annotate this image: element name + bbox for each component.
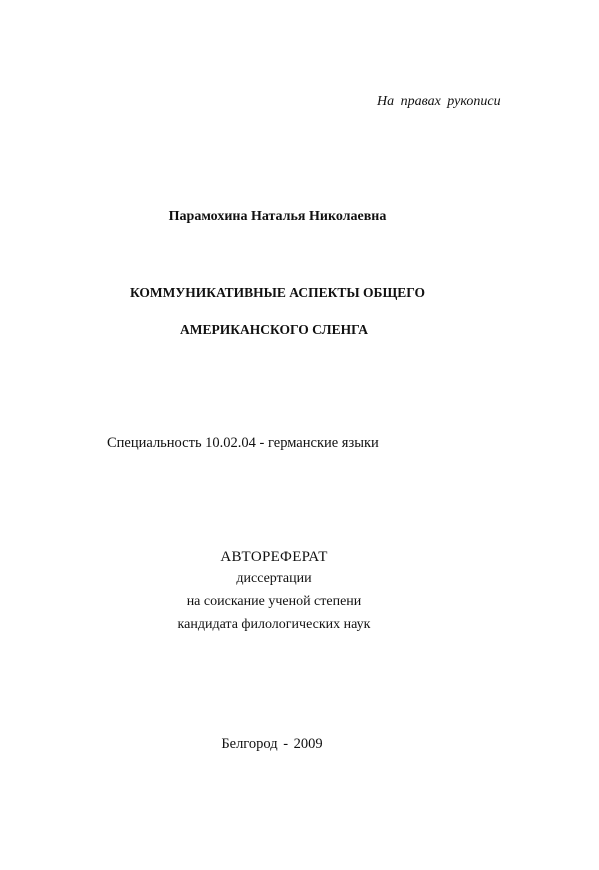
dissertation-line: на соискание ученой степени [186, 594, 362, 609]
author-name: Парамохина Наталья Николаевна [168, 209, 387, 224]
document-type: АВТОРЕФЕРАТ [220, 549, 328, 565]
dissertation-line: диссертации [236, 571, 312, 586]
dissertation-line: кандидата филологических наук [177, 617, 371, 632]
specialty: Специальность 10.02.04 - германские языки [107, 435, 379, 451]
rights-note: На правах рукописи [377, 94, 501, 109]
title-line-2: АМЕРИКАНСКОГО СЛЕНГА [180, 322, 368, 337]
title-line-1: КОММУНИКАТИВНЫЕ АСПЕКТЫ ОБЩЕГО [129, 285, 426, 300]
city-year: Белгород - 2009 [221, 736, 323, 752]
